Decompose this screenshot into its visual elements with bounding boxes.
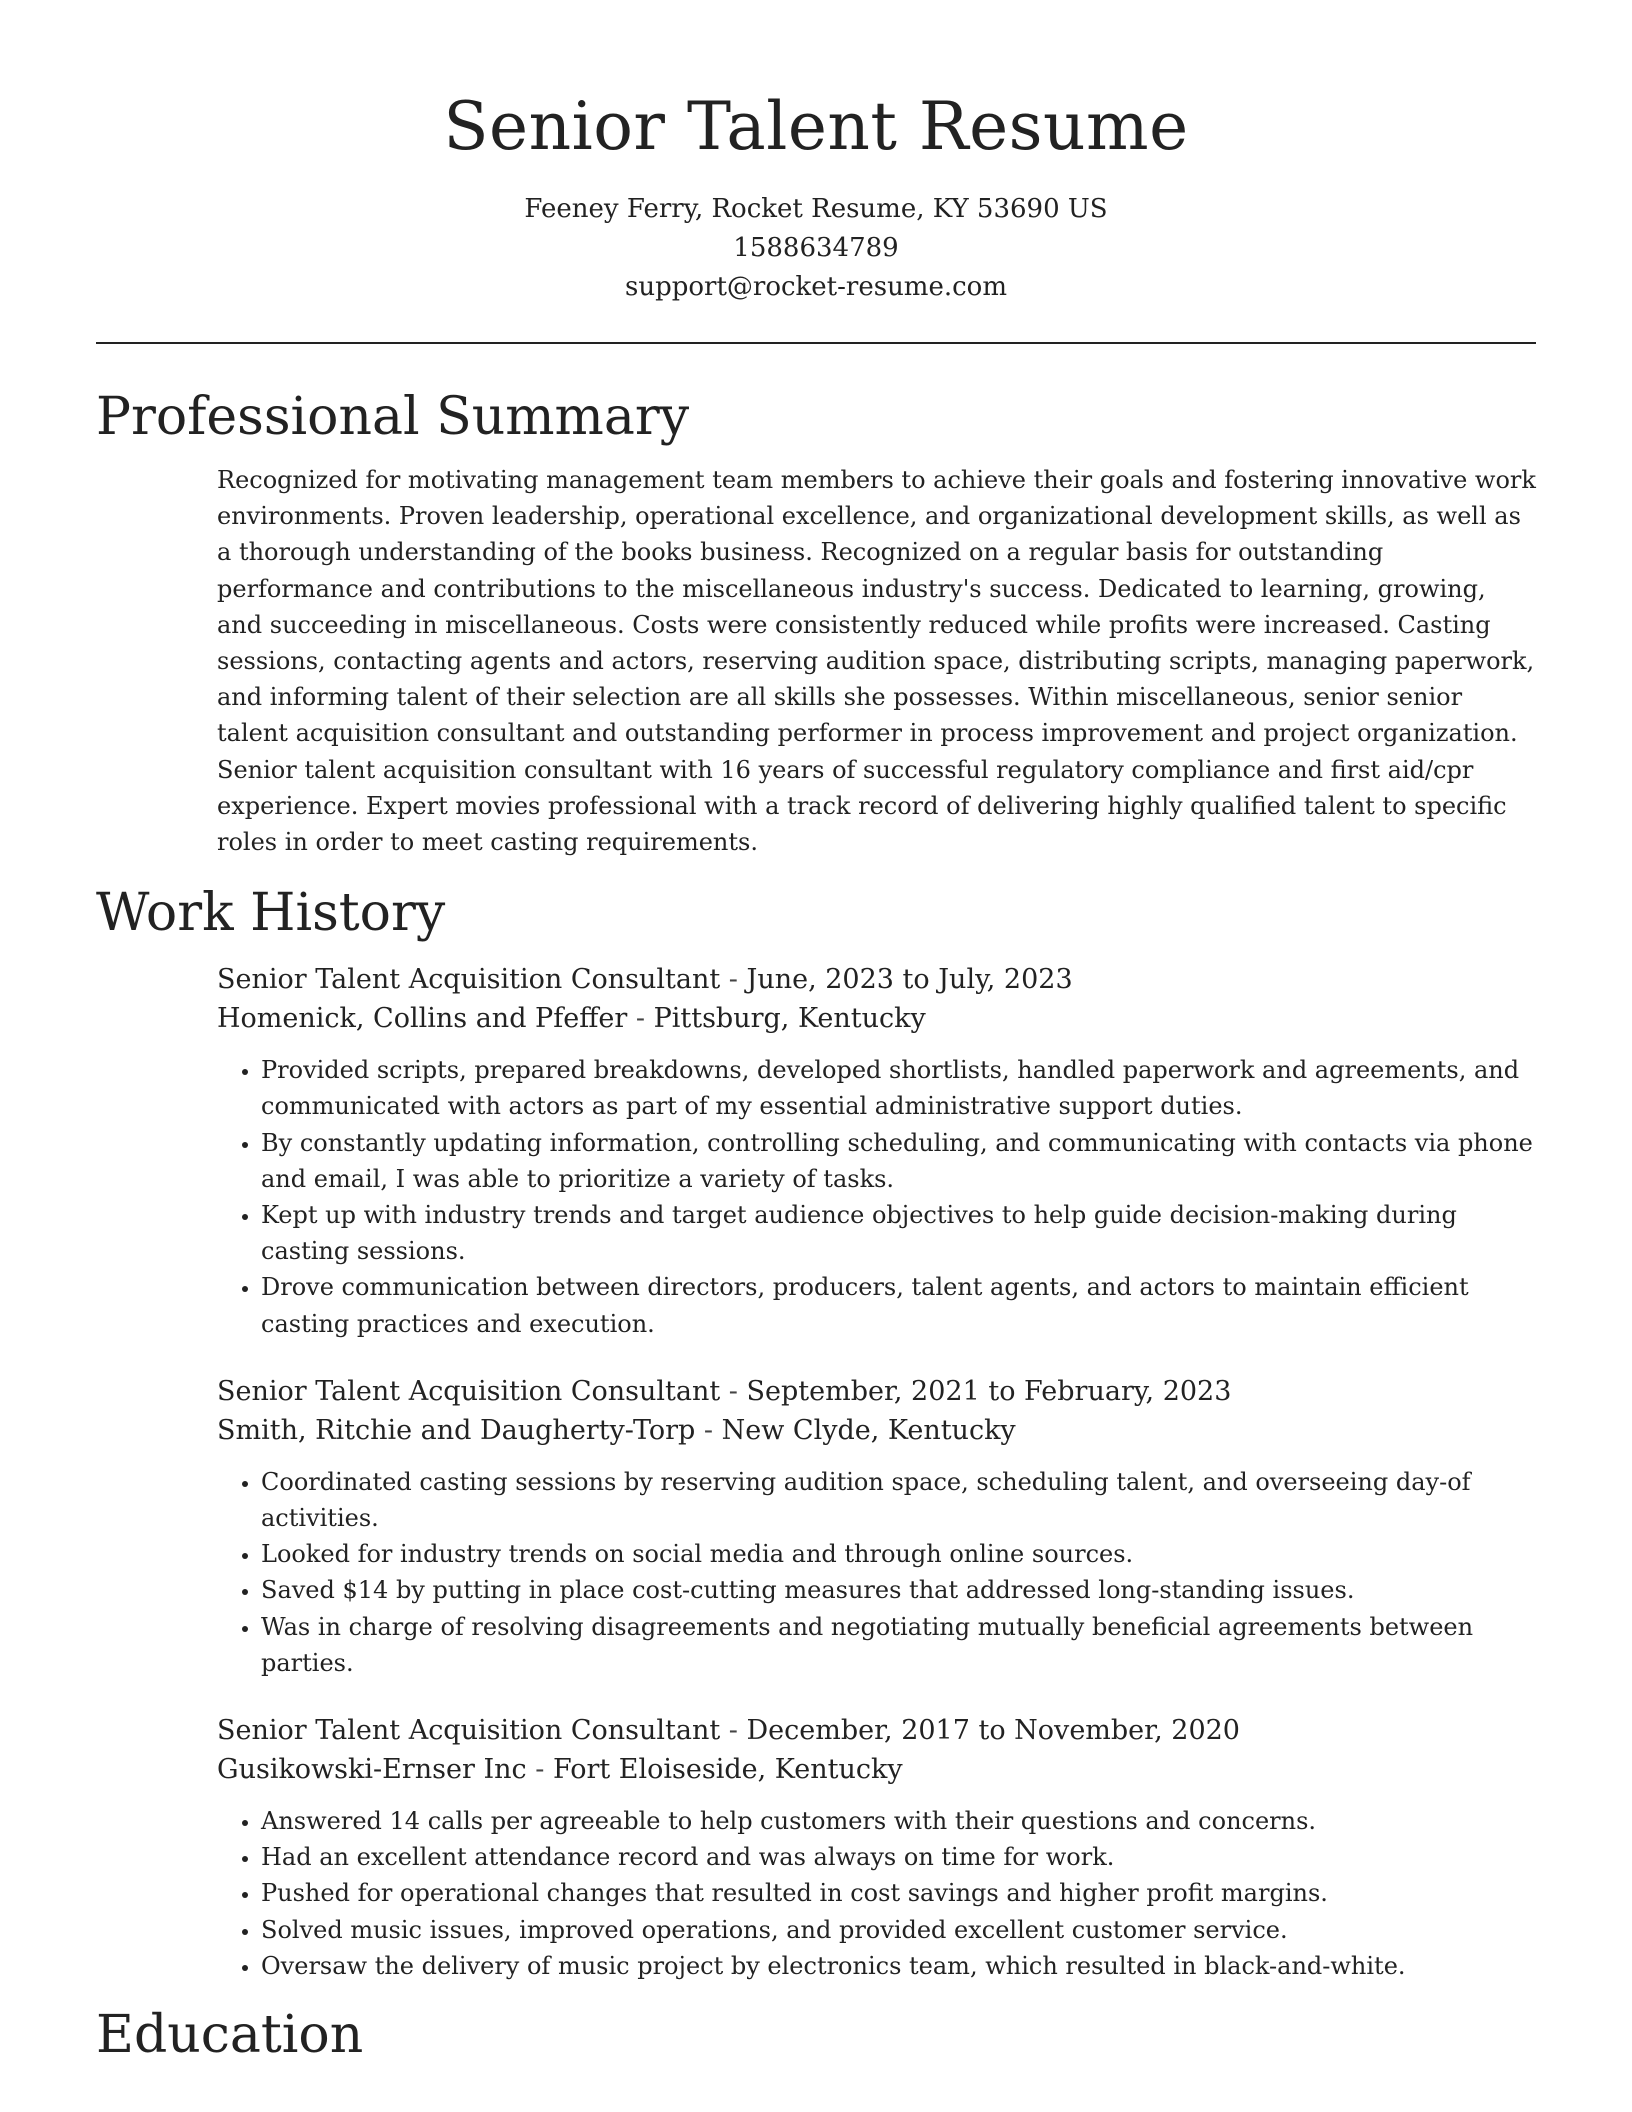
- job-bullet: • By constantly updating information, controlling scheduling, and communicating with contacts via phone and email, I was able to prioritize a variety of tasks.: [261, 1125, 1536, 1197]
- job-location: Pittsburg, Kentucky: [653, 1003, 926, 1035]
- header-divider: [96, 342, 1536, 344]
- contact-phone: 1588634789: [733, 233, 899, 263]
- job-entry: [217, 1372, 1536, 1681]
- job-bullet: • Kept up with industry trends and target audience objectives to help guide decision-making during casting sessions.: [261, 1197, 1536, 1269]
- job-bullet: • Pushed for operational changes that resulted in cost savings and higher profit margins.: [261, 1875, 1536, 1911]
- job-bullet: • Saved $14 by putting in place cost-cutting measures that addressed long-standing issues.: [261, 1572, 1536, 1608]
- job-bullets: [217, 1464, 1536, 1681]
- section-title-work-history: Work History: [96, 883, 446, 944]
- job-bullet: • Provided scripts, prepared breakdowns, developed shortlists, handled paperwork and agreements, and communicated with actors as part of my essential administrative support duties.: [261, 1052, 1536, 1124]
- job-title-line: Senior Talent Acquisition Consultant - September, 2021 to February, 2023: [217, 1375, 1232, 1407]
- job-company: Smith, Ritchie and Daugherty-Torp: [217, 1414, 696, 1446]
- job-title-line: Senior Talent Acquisition Consultant - December, 2017 to November, 2020: [217, 1715, 1240, 1747]
- job-dates: June, 2023 to July, 2023: [746, 964, 1073, 996]
- job-bullet: • Looked for industry trends on social media and through online sources.: [261, 1536, 1536, 1572]
- job-bullet: • Oversaw the delivery of music project by electronics team, which resulted in black-and-white.: [261, 1948, 1536, 1984]
- job-location: Fort Eloiseside, Kentucky: [552, 1754, 903, 1786]
- job-bullet: • Answered 14 calls per agreeable to help customers with their questions and concerns.: [261, 1803, 1536, 1839]
- job-role: Senior Talent Acquisition Consultant: [217, 1715, 721, 1747]
- job-bullet: • Had an excellent attendance record and was always on time for work.: [261, 1839, 1536, 1875]
- contact-address: Feeney Ferry, Rocket Resume, KY 53690 US: [524, 194, 1108, 224]
- job-company-line: Homenick, Collins and Pfeffer - Pittsburg, Kentucky: [217, 1003, 926, 1035]
- job-bullets: [217, 1052, 1536, 1342]
- job-bullet: • Was in charge of resolving disagreements and negotiating mutually beneficial agreements between parties.: [261, 1609, 1536, 1681]
- education-section: [96, 2004, 1536, 2066]
- job-role: Senior Talent Acquisition Consultant: [217, 964, 721, 996]
- job-title-line: Senior Talent Acquisition Consultant - June, 2023 to July, 2023: [217, 964, 1073, 996]
- job-bullet: • Coordinated casting sessions by reserving audition space, scheduling talent, and overseeing day-of activities.: [261, 1464, 1536, 1536]
- job-location: New Clyde, Kentucky: [721, 1414, 1016, 1446]
- job-company-line: Gusikowski-Ernser Inc - Fort Eloiseside, Kentucky: [217, 1754, 903, 1786]
- job-bullets: [217, 1803, 1536, 1984]
- contact-email: support@rocket-resume.com: [624, 272, 1007, 302]
- job-dates: December, 2017 to November, 2020: [746, 1715, 1240, 1747]
- resume-header: [96, 0, 1536, 307]
- job-bullet: • Drove communication between directors, producers, talent agents, and actors to maintain efficient casting practices and execution.: [261, 1269, 1536, 1341]
- resume-name: Senior Talent Resume: [443, 88, 1189, 165]
- job-company-line: Smith, Ritchie and Daugherty-Torp - New Clyde, Kentucky: [217, 1414, 1016, 1446]
- professional-summary-section: [96, 386, 1536, 860]
- work-history-section: [96, 882, 1536, 1984]
- summary-text: Recognized for motivating management team members to achieve their goals and fostering innovative work environments. Proven leadership, operational excellence, and organizational development skills, as well as a thorough understanding of the books business. Recognized on a regular basis for outstanding performance and contributions to the miscellaneous industry's success. Dedicated to learning, growing, and succeeding in miscellaneous. Costs were consistently reduced while profits were increased. Casting sessions, contacting agents and actors, reserving audition space, distributing scripts, managing paperwork, and informing talent of their selection are all skills she possesses. Within miscellaneous, senior senior talent acquisition consultant and outstanding performer in process improvement and project organization. Senior talent acquisition consultant with 16 years of successful regulatory compliance and first aid/cpr experience. Expert movies professional with a track record of delivering highly qualified talent to specific roles in order to meet casting requirements.: [217, 466, 1536, 857]
- job-company: Homenick, Collins and Pfeffer: [217, 1003, 628, 1035]
- contact-block: [96, 190, 1536, 307]
- section-title-summary: Professional Summary: [96, 387, 690, 447]
- section-title-education: Education: [96, 2005, 364, 2066]
- job-dates: September, 2021 to February, 2023: [746, 1375, 1232, 1407]
- job-entry: [217, 960, 1536, 1342]
- job-company: Gusikowski-Ernser Inc: [217, 1754, 527, 1786]
- job-role: Senior Talent Acquisition Consultant: [217, 1375, 721, 1407]
- job-bullet: • Solved music issues, improved operations, and provided excellent customer service.: [261, 1912, 1536, 1948]
- job-entry: [217, 1711, 1536, 1984]
